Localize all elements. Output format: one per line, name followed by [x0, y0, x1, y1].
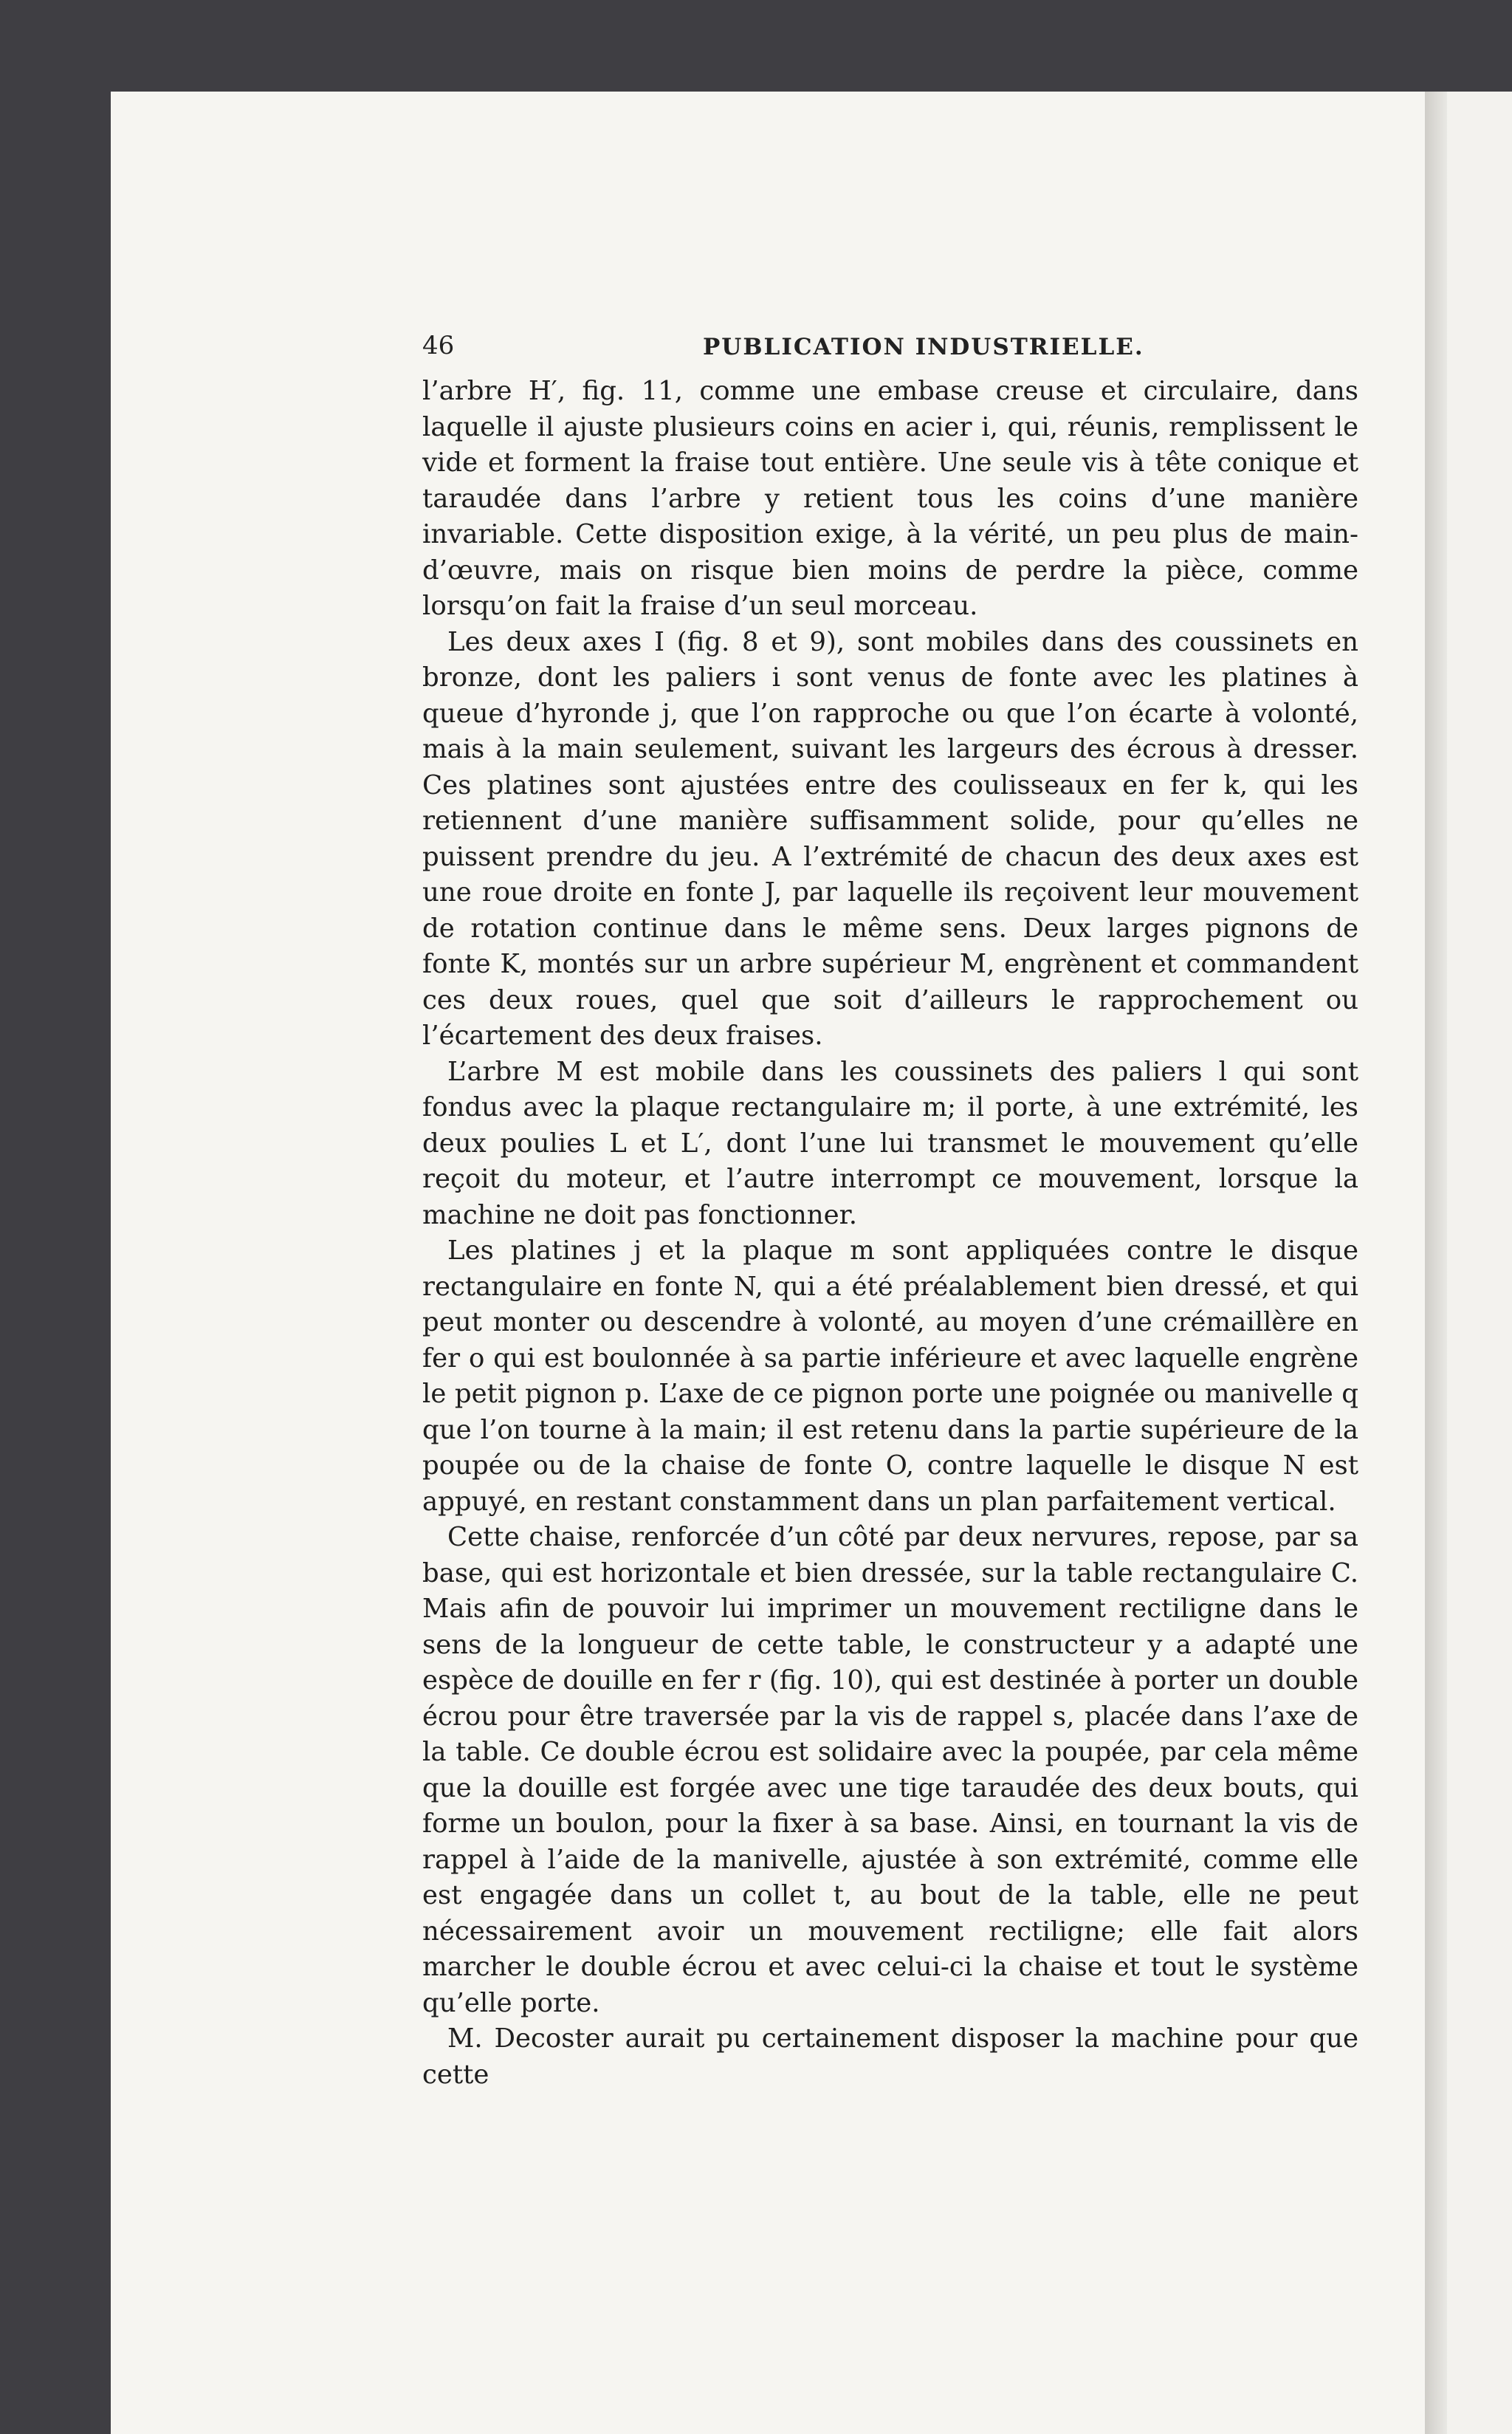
body-text [422, 374, 1358, 2093]
running-head [422, 331, 1358, 368]
paragraph: l’arbre H′, fig. 11, comme une embase creuse et circulaire, dans laquelle il ajuste plusieurs coins en acier i, qui, réunis, remplissent le vide et forment la fraise tout entière. Une seule vis à tête conique et taraudée dans l’arbre y retient tous les coins d’une manière invariable. Cette disposition exige, à la vérité, un peu plus de main-d’œuvre, mais on risque bien moins de perdre la pièce, comme lorsqu’on fait la fraise d’un seul morceau. [422, 376, 1358, 621]
adjacent-page-edge [1447, 92, 1512, 2434]
paragraph: Cette chaise, renforcée d’un côté par deux nervures, repose, par sa base, qui est horizontale et bien dressée, sur la table rectangulaire C. Mais afin de pouvoir lui imprimer un mouvement rectiligne dans le sens de la longueur de cette table, le constructeur y a adapté une espèce de douille en fer r (fig. 10), qui est destinée à porter un double écrou pour être traversée par la vis de rappel s, placée dans l’axe de la table. Ce double écrou est solidaire avec la poupée, par cela même que la douille est forgée avec une tige taraudée des deux bouts, qui forme un boulon, pour la fixer à sa base. Ainsi, en tournant la vis de rappel à l’aide de la manivelle, ajustée à son extrémité, comme elle est engagée dans un collet t, au bout de la table, elle ne peut nécessairement avoir un mouvement rectiligne; elle fait alors marcher le double écrou et avec celui-ci la chaise et tout le système qu’elle porte. [422, 1522, 1358, 2018]
paragraph: Les platines j et la plaque m sont appliquées contre le disque rectangulaire en fonte N, qui a été préalablement bien dressé, et qui peut monter ou descendre à volonté, au moyen d’une crémaillère en fer o qui est boulonnée à sa partie inférieure et avec laquelle engrène le petit pignon p. L’axe de ce pignon porte une poignée ou manivelle q que l’on tourne à la main; il est retenu dans la partie supérieure de la poupée ou de la chaise de fonte O, contre laquelle le disque N est appuyé, en restant constamment dans un plan parfaitement vertical. [422, 1235, 1358, 1517]
paragraph: Les deux axes I (fig. 8 et 9), sont mobiles dans des coussinets en bronze, dont les paliers i sont venus de fonte avec les platines à queue d’hyronde j, que l’on rapproche ou que l’on écarte à volonté, mais à la main seulement, suivant les largeurs des écrous à dresser. Ces platines sont ajustées entre des coulisseaux en fer k, qui les retiennent d’une manière suffisamment solide, pour qu’elles ne puissent prendre du jeu. A l’extrémité de chacun des deux axes est une roue droite en fonte J, par laquelle ils reçoivent leur mouvement de rotation continue dans le même sens. Deux larges pignons de fonte K, montés sur un arbre supérieur M, engrènent et commandent ces deux roues, quel que soit d’ailleurs le rapprochement ou l’écartement des deux fraises. [422, 626, 1358, 1051]
running-title: PUBLICATION INDUSTRIELLE. [703, 334, 1144, 360]
page-gutter [1425, 92, 1447, 2434]
page-number: 46 [422, 331, 455, 360]
paragraph: M. Decoster aurait pu certainement disposer la machine pour que cette [422, 2023, 1358, 2090]
paragraph: L’arbre M est mobile dans les coussinets des paliers l qui sont fondus avec la plaque rectangulaire m; il porte, à une extrémité, les deux poulies L et L′, dont l’une lui transmet le mouvement qu’elle reçoit du moteur, et l’autre interrompt ce mouvement, lorsque la machine ne doit pas fonctionner. [422, 1056, 1358, 1230]
